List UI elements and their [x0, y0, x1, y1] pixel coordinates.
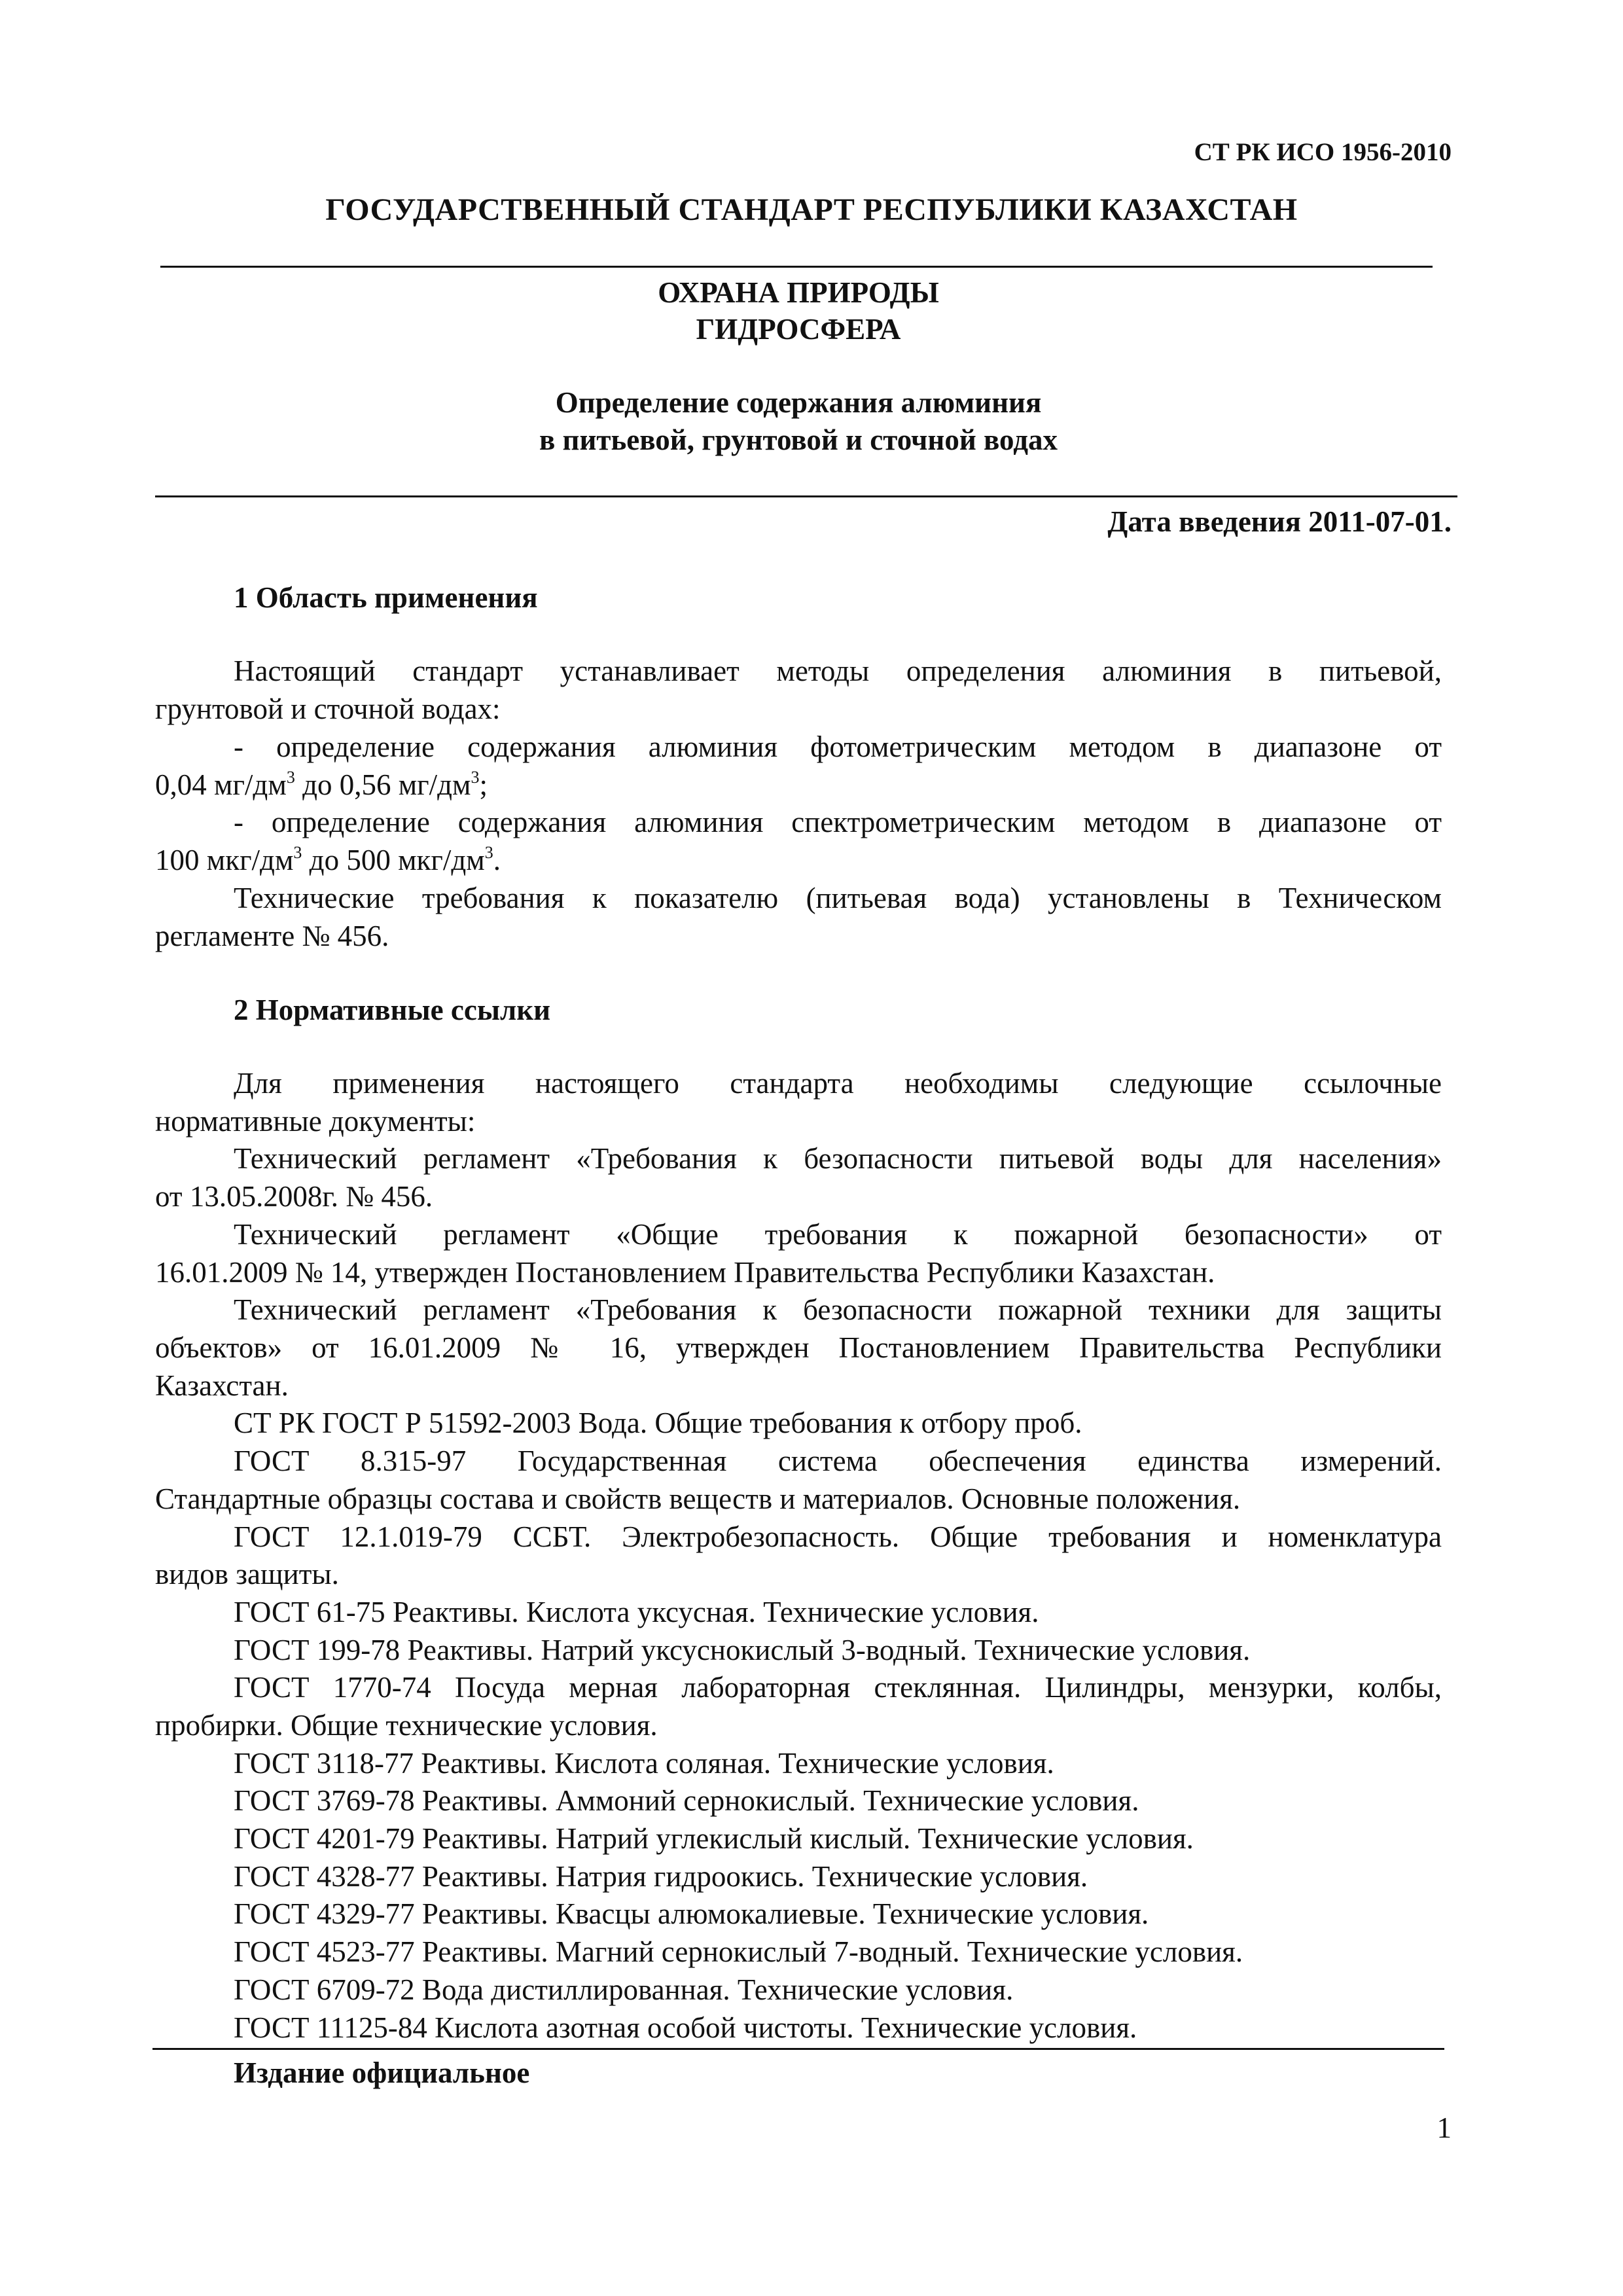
s1-paragraph-line: - определение содержания алюминия спектрометрическим методом в диапазоне от — [234, 806, 1442, 838]
s2-line: от 13.05.2008г. № 456. — [155, 1180, 433, 1213]
s2-line: ГОСТ 61-75 Реактивы. Кислота уксусная. Технические условия. — [234, 1596, 1039, 1628]
section-2-heading: 2 Нормативные ссылки — [234, 994, 551, 1026]
s2-line: ГОСТ 3118-77 Реактивы. Кислота соляная. Технические условия. — [234, 1747, 1054, 1780]
s2-line: ГОСТ 3769-78 Реактивы. Аммоний сернокислый. Технические условия. — [234, 1784, 1139, 1817]
superscript: 3 — [286, 768, 295, 787]
s2-line: видов защиты. — [155, 1558, 339, 1590]
s2-line: 16.01.2009 № 14, утвержден Постановлением Правительства Республики Казахстан. — [155, 1256, 1215, 1289]
subtitle-rule — [155, 495, 1457, 497]
s2-line: Казахстан. — [155, 1369, 289, 1402]
subtitle-line-1: Определение содержания алюминия — [555, 386, 1042, 419]
range-text: 100 мкг/дм — [155, 844, 294, 876]
s2-line: ГОСТ 4328-77 Реактивы. Натрия гидроокись. Технические условия. — [234, 1860, 1088, 1893]
superscript: 3 — [471, 768, 480, 787]
s2-line: ГОСТ 1770-74 Посуда мерная лабораторная стеклянная. Цилиндры, мензурки, колбы, — [234, 1671, 1442, 1704]
title-rule — [160, 266, 1433, 268]
subtitle-line-2: в питьевой, грунтовой и сточной водах — [539, 423, 1058, 456]
standard-code: СТ РК ИСО 1956-2010 — [1194, 138, 1452, 166]
s2-line: пробирки. Общие технические условия. — [155, 1709, 658, 1742]
s2-line: СТ РК ГОСТ Р 51592-2003 Вода. Общие требования к отбору проб. — [234, 1407, 1082, 1439]
s1-paragraph-line: грунтовой и сточной водах: — [155, 692, 501, 725]
superscript: 3 — [293, 843, 302, 862]
page-number: 1 — [1436, 2111, 1452, 2144]
s2-line: ГОСТ 199-78 Реактивы. Натрий уксуснокислый 3-водный. Технические условия. — [234, 1634, 1251, 1666]
s2-line: ГОСТ 11125-84 Кислота азотная особой чистоты. Технические условия. — [234, 2011, 1137, 2044]
range-text: до 500 мкг/дм — [302, 844, 485, 876]
section-1-heading: 1 Область применения — [234, 581, 538, 614]
s2-line: ГОСТ 4329-77 Реактивы. Квасцы алюмокалиевые. Технические условия. — [234, 1897, 1149, 1930]
s2-line: Технический регламент «Общие требования к пожарной безопасности» от — [234, 1218, 1442, 1251]
s1-photometric-range — [155, 766, 1442, 804]
edition-note: Издание официальное — [234, 2056, 530, 2089]
s1-spectrometric-range — [155, 841, 1442, 879]
s2-line: нормативные документы: — [155, 1105, 476, 1138]
range-text: . — [493, 844, 501, 876]
s1-paragraph-line: Технические требования к показателю (питьевая вода) установлены в Техническом — [234, 882, 1442, 914]
s2-line: Технический регламент «Требования к безопасности пожарной техники для защиты — [234, 1293, 1442, 1326]
title-line-1: ОХРАНА ПРИРОДЫ — [658, 276, 939, 309]
s2-line: Стандартные образцы состава и свойств веществ и материалов. Основные положения. — [155, 1482, 1241, 1515]
title-line-2: ГИДРОСФЕРА — [696, 313, 901, 346]
s2-line: ГОСТ 4523-77 Реактивы. Магний сернокислый 7-водный. Технические условия. — [234, 1935, 1243, 1968]
range-text: ; — [479, 768, 488, 801]
s2-line: ГОСТ 6709-72 Вода дистиллированная. Технические условия. — [234, 1973, 1014, 2006]
s1-paragraph-line: - определение содержания алюминия фотометрическим методом в диапазоне от — [234, 730, 1442, 763]
s1-paragraph-line: регламенте № 456. — [155, 920, 389, 952]
s1-paragraph-line: Настоящий стандарт устанавливает методы определения алюминия в питьевой, — [234, 655, 1442, 687]
introduction-date: Дата введения 2011-07-01. — [1107, 505, 1452, 538]
superscript: 3 — [484, 843, 493, 862]
footer-rule — [152, 2048, 1444, 2050]
s2-line: Для применения настоящего стандарта необходимы следующие ссылочные — [234, 1067, 1442, 1100]
range-text: 0,04 мг/дм — [155, 768, 287, 801]
s2-line: ГОСТ 8.315-97 Государственная система обеспечения единства измерений. — [234, 1444, 1442, 1477]
s2-line: Технический регламент «Требования к безопасности питьевой воды для населения» — [234, 1142, 1442, 1175]
s2-line: ГОСТ 12.1.019-79 ССБТ. Электробезопасность. Общие требования и номенклатура — [234, 1520, 1442, 1553]
range-text: до 0,56 мг/дм — [294, 768, 471, 801]
s2-line: объектов» от 16.01.2009 № 16, утвержден Постановлением Правительства Республики — [155, 1331, 1442, 1364]
s2-line: ГОСТ 4201-79 Реактивы. Натрий углекислый кислый. Технические условия. — [234, 1822, 1194, 1855]
main-title: ГОСУДАРСТВЕННЫЙ СТАНДАРТ РЕСПУБЛИКИ КАЗАХСТАН — [325, 192, 1298, 227]
